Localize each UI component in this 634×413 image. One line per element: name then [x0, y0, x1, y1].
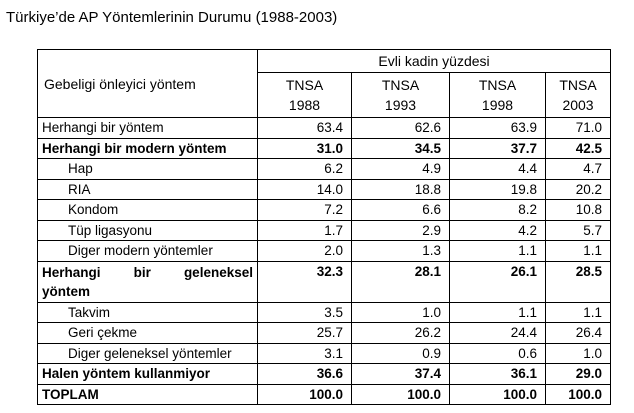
row-value: 28.5	[546, 261, 611, 302]
row-value: 24.4	[450, 323, 546, 344]
row-value: 71.0	[546, 118, 611, 139]
row-label: Diger modern yöntemler	[38, 241, 258, 262]
column-header-line2: 2003	[562, 97, 594, 113]
header-row-top	[38, 50, 611, 73]
row-label: Herhangi bir yöntem	[38, 118, 258, 139]
row-label: Kondom	[38, 200, 258, 221]
row-label: TOPLAM	[38, 384, 258, 405]
table-row	[38, 138, 611, 159]
row-value: 28.1	[352, 261, 450, 302]
row-value: 63.4	[258, 118, 352, 139]
row-value: 25.7	[258, 323, 352, 344]
row-value: 26.2	[352, 323, 450, 344]
column-header-line1: TNSA	[285, 77, 324, 93]
table-row	[38, 384, 611, 405]
table-row	[38, 364, 611, 385]
row-value: 1.1	[450, 302, 546, 323]
row-value: 63.9	[450, 118, 546, 139]
row-value: 4.9	[352, 159, 450, 180]
row-label-word: bir	[133, 264, 151, 280]
group-header-cell: Evli kadin yüzdesi	[258, 50, 611, 73]
row-value: 1.1	[450, 241, 546, 262]
table-row	[38, 302, 611, 323]
column-header-line1: TNSA	[381, 77, 420, 93]
row-label: Diger geleneksel yöntemler	[38, 343, 258, 364]
row-label	[38, 261, 258, 302]
row-value: 4.2	[450, 220, 546, 241]
row-value: 62.6	[352, 118, 450, 139]
row-value: 31.0	[258, 138, 352, 159]
table-row	[38, 261, 611, 302]
column-header-1993	[352, 73, 450, 118]
row-value: 2.9	[352, 220, 450, 241]
row-value: 3.5	[258, 302, 352, 323]
row-value: 18.8	[352, 179, 450, 200]
row-value: 6.2	[258, 159, 352, 180]
row-value: 36.1	[450, 364, 546, 385]
table-row	[38, 200, 611, 221]
row-value: 26.1	[450, 261, 546, 302]
row-value: 1.0	[352, 302, 450, 323]
row-value: 100.0	[546, 384, 611, 405]
row-label-word: Herhangi	[42, 264, 101, 280]
page-title: Türkiye’de AP Yöntemlerinin Durumu (1988-2003)	[6, 9, 338, 26]
row-label: Tüp ligasyonu	[38, 220, 258, 241]
row-value: 7.2	[258, 200, 352, 221]
row-label-line2: yöntem	[42, 283, 91, 299]
row-value: 29.0	[546, 364, 611, 385]
row-value: 1.0	[546, 343, 611, 364]
row-header-cell: Gebeligi önleyici yöntem	[38, 50, 258, 118]
row-value: 0.9	[352, 343, 450, 364]
row-value: 42.5	[546, 138, 611, 159]
row-value: 20.2	[546, 179, 611, 200]
row-label: RIA	[38, 179, 258, 200]
contraception-table	[37, 49, 611, 405]
row-value: 37.7	[450, 138, 546, 159]
row-value: 1.7	[258, 220, 352, 241]
row-value: 1.1	[546, 241, 611, 262]
table-row	[38, 323, 611, 344]
row-value: 4.7	[546, 159, 611, 180]
row-value: 36.6	[258, 364, 352, 385]
row-value: 32.3	[258, 261, 352, 302]
table-row	[38, 343, 611, 364]
row-value: 2.0	[258, 241, 352, 262]
row-value: 100.0	[352, 384, 450, 405]
column-header-line2: 1993	[384, 97, 417, 113]
column-header-line1: TNSA	[559, 77, 597, 93]
row-value: 10.8	[546, 200, 611, 221]
row-label: Herhangi bir modern yöntem	[38, 138, 258, 159]
row-label: Hap	[38, 159, 258, 180]
table-row	[38, 220, 611, 241]
row-label-line1	[42, 263, 253, 282]
table-row	[38, 241, 611, 262]
row-label-word: geleneksel	[183, 264, 253, 280]
row-value: 19.8	[450, 179, 546, 200]
row-value: 0.6	[450, 343, 546, 364]
row-value: 1.3	[352, 241, 450, 262]
column-header-1998	[450, 73, 546, 118]
row-value: 3.1	[258, 343, 352, 364]
column-header-line1: TNSA	[478, 77, 517, 93]
row-value: 37.4	[352, 364, 450, 385]
row-value: 8.2	[450, 200, 546, 221]
table-row	[38, 179, 611, 200]
table-row	[38, 118, 611, 139]
row-value: 26.4	[546, 323, 611, 344]
row-value: 1.1	[546, 302, 611, 323]
row-value: 14.0	[258, 179, 352, 200]
row-value: 100.0	[450, 384, 546, 405]
row-value: 100.0	[258, 384, 352, 405]
column-header-line2: 1998	[481, 97, 514, 113]
row-value: 4.4	[450, 159, 546, 180]
column-header-line2: 1988	[288, 97, 321, 113]
row-value: 6.6	[352, 200, 450, 221]
row-label: Takvim	[38, 302, 258, 323]
row-value: 34.5	[352, 138, 450, 159]
row-label: Geri çekme	[38, 323, 258, 344]
table-row	[38, 159, 611, 180]
row-value: 5.7	[546, 220, 611, 241]
column-header-1988	[258, 73, 352, 118]
row-label: Halen yöntem kullanmiyor	[38, 364, 258, 385]
column-header-2003	[546, 73, 611, 118]
